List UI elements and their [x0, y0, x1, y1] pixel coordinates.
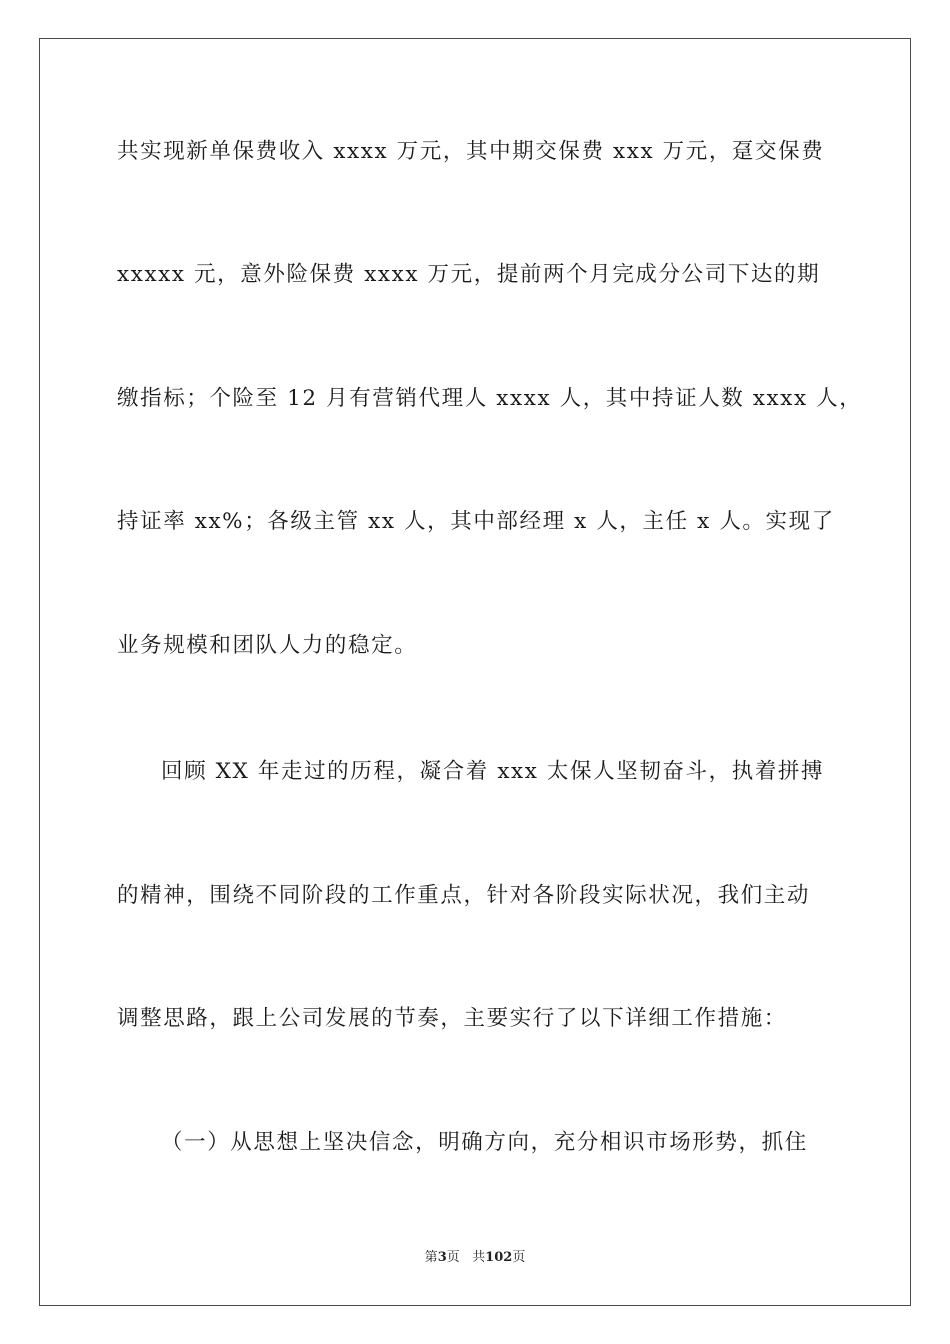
body-text-line: 共实现新单保费收入 xxxx 万元，其中期交保费 xxx 万元，趸交保费: [117, 139, 825, 164]
footer-prefix: 第: [424, 1250, 438, 1265]
total-page-count: 102: [485, 1250, 513, 1265]
body-text-line: 调整思路，跟上公司发展的节奏，主要实行了以下详细工作措施：: [117, 1006, 787, 1031]
section-heading-line: （一）从思想上坚决信念，明确方向，充分相识市场形势，抓住: [161, 1130, 808, 1155]
body-text-line: 持证率 xx%；各级主管 xx 人，其中部经理 x 人，主任 x 人。实现了: [117, 509, 835, 534]
current-page-number: 3: [437, 1250, 447, 1265]
body-text-line: xxxxx 元，意外险保费 xxxx 万元，提前两个月完成分公司下达的期: [117, 262, 821, 287]
body-text-line: 业务规模和团队人力的稳定。: [117, 633, 418, 658]
footer-total-suffix: 页: [512, 1250, 526, 1265]
paragraph-start-line: 回顾 XX 年走过的历程，凝合着 xxx 太保人坚韧奋斗，执着拼搏: [161, 759, 825, 784]
footer-page-suffix: 页: [446, 1250, 460, 1265]
body-text-line: 缴指标；个险至 12 月有营销代理人 xxxx 人，其中持证人数 xxxx 人，: [117, 386, 863, 411]
page-footer: [0, 1246, 950, 1265]
footer-total-prefix: 共: [472, 1250, 486, 1265]
body-text-line: 的精神，围绕不同阶段的工作重点，针对各阶段实际状况，我们主动: [117, 883, 811, 908]
page-frame: [39, 38, 911, 1306]
